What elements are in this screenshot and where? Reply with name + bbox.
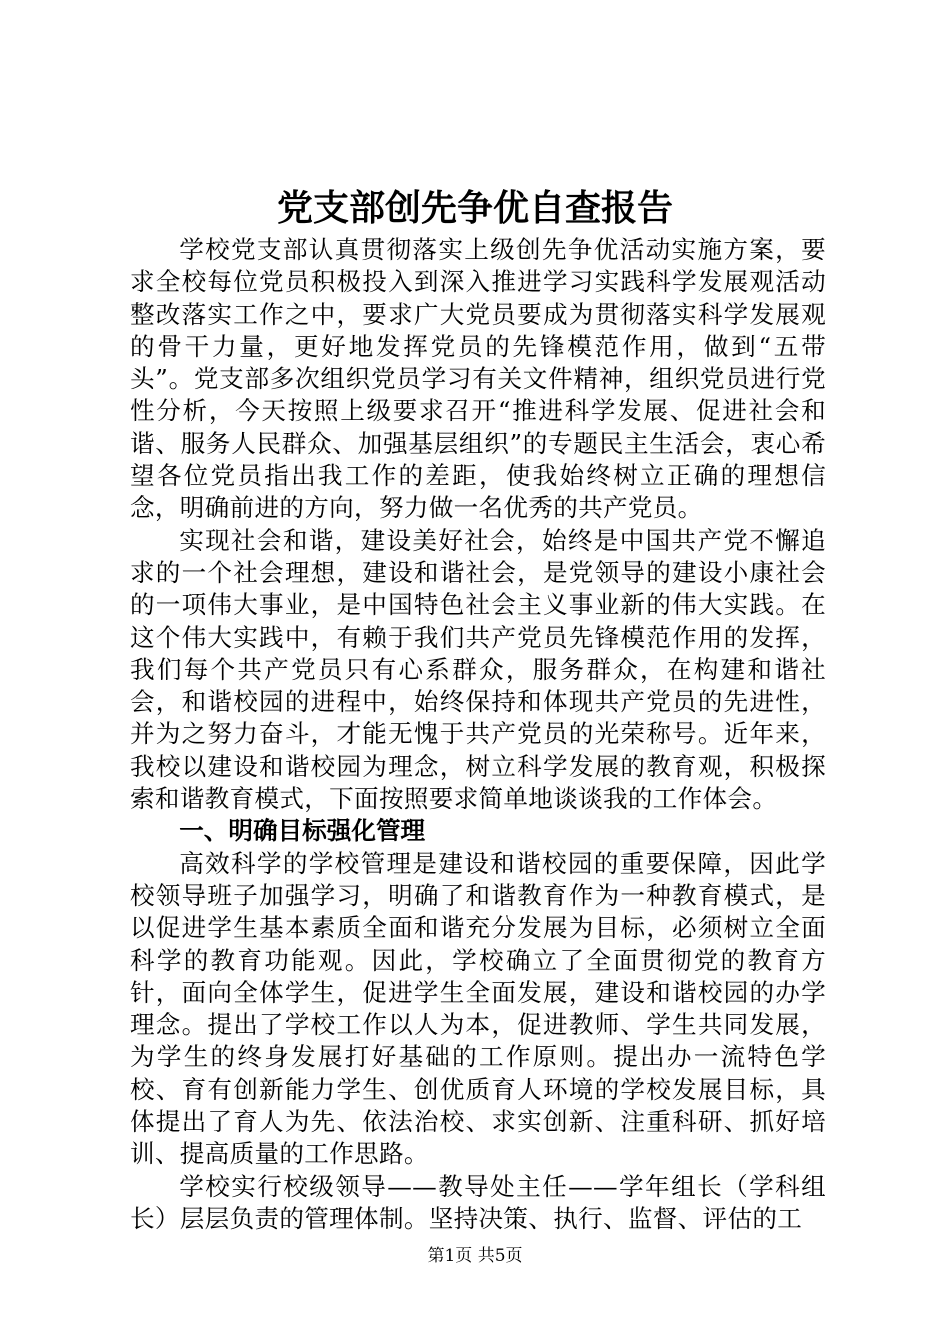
section1-paragraph-2: 学校实行校级领导——教导处主任——学年组长（学科组长）层层负责的管理体制。坚持决策、执行、监督、评估的工	[130, 1171, 826, 1233]
page-number-footer: 第1页 共5页	[427, 1246, 523, 1266]
section-heading-1: 一、明确目标强化管理	[179, 816, 426, 846]
document-body	[130, 234, 826, 1235]
intro-paragraph-2: 实现社会和谐，建设美好社会，始终是中国共产党不懈追求的一个社会理想，建设和谐社会，是党领导的建设小康社会的一项伟大事业，是中国特色社会主义事业新的伟大实践。在这个伟大实践中，有赖于我们共产党员先锋模范作用的发挥，我们每个共产党员只有心系群众，服务群众，在构建和谐社会，和谐校园的进程中，始终保持和体现共产党员的先进性，并为之努力奋斗，才能无愧于共产党员的光荣称号。近年来，我校以建设和谐校园为理念，树立科学发展的教育观，积极探索和谐教育模式，下面按照要求简单地谈谈我的工作体会。	[130, 525, 826, 814]
section1-paragraph-1: 高效科学的学校管理是建设和谐校园的重要保障，因此学校领导班子加强学习，明确了和谐教育作为一种教育模式，是以促进学生基本素质全面和谐充分发展为目标，必须树立全面科学的教育功能观。因此，学校确立了全面贯彻党的教育方针，面向全体学生，促进学生全面发展，建设和谐校园的办学理念。提出了学校工作以人为本，促进教师、学生共同发展，为学生的终身发展打好基础的工作原则。提出办一流特色学校、育有创新能力学生、创优质育人环境的学校发展目标，具体提出了育人为先、依法治校、求实创新、注重科研、抓好培训、提高质量的工作思路。	[130, 848, 826, 1169]
intro-paragraph-1: 学校党支部认真贯彻落实上级创先争优活动实施方案，要求全校每位党员积极投入到深入推进学习实践科学发展观活动整改落实工作之中，要求广大党员要成为贯彻落实科学发展观的骨干力量，更好地发挥党员的先锋模范作用，做到“五带头”。党支部多次组织党员学习有关文件精神，组织党员进行党性分析，今天按照上级要求召开“推进科学发展、促进社会和谐、服务人民群众、加强基层组织”的专题民主生活会，衷心希望各位党员指出我工作的差距，使我始终树立正确的理想信念，明确前进的方向，努力做一名优秀的共产党员。	[130, 235, 826, 523]
document-title: 党支部创先争优自查报告	[276, 188, 673, 229]
